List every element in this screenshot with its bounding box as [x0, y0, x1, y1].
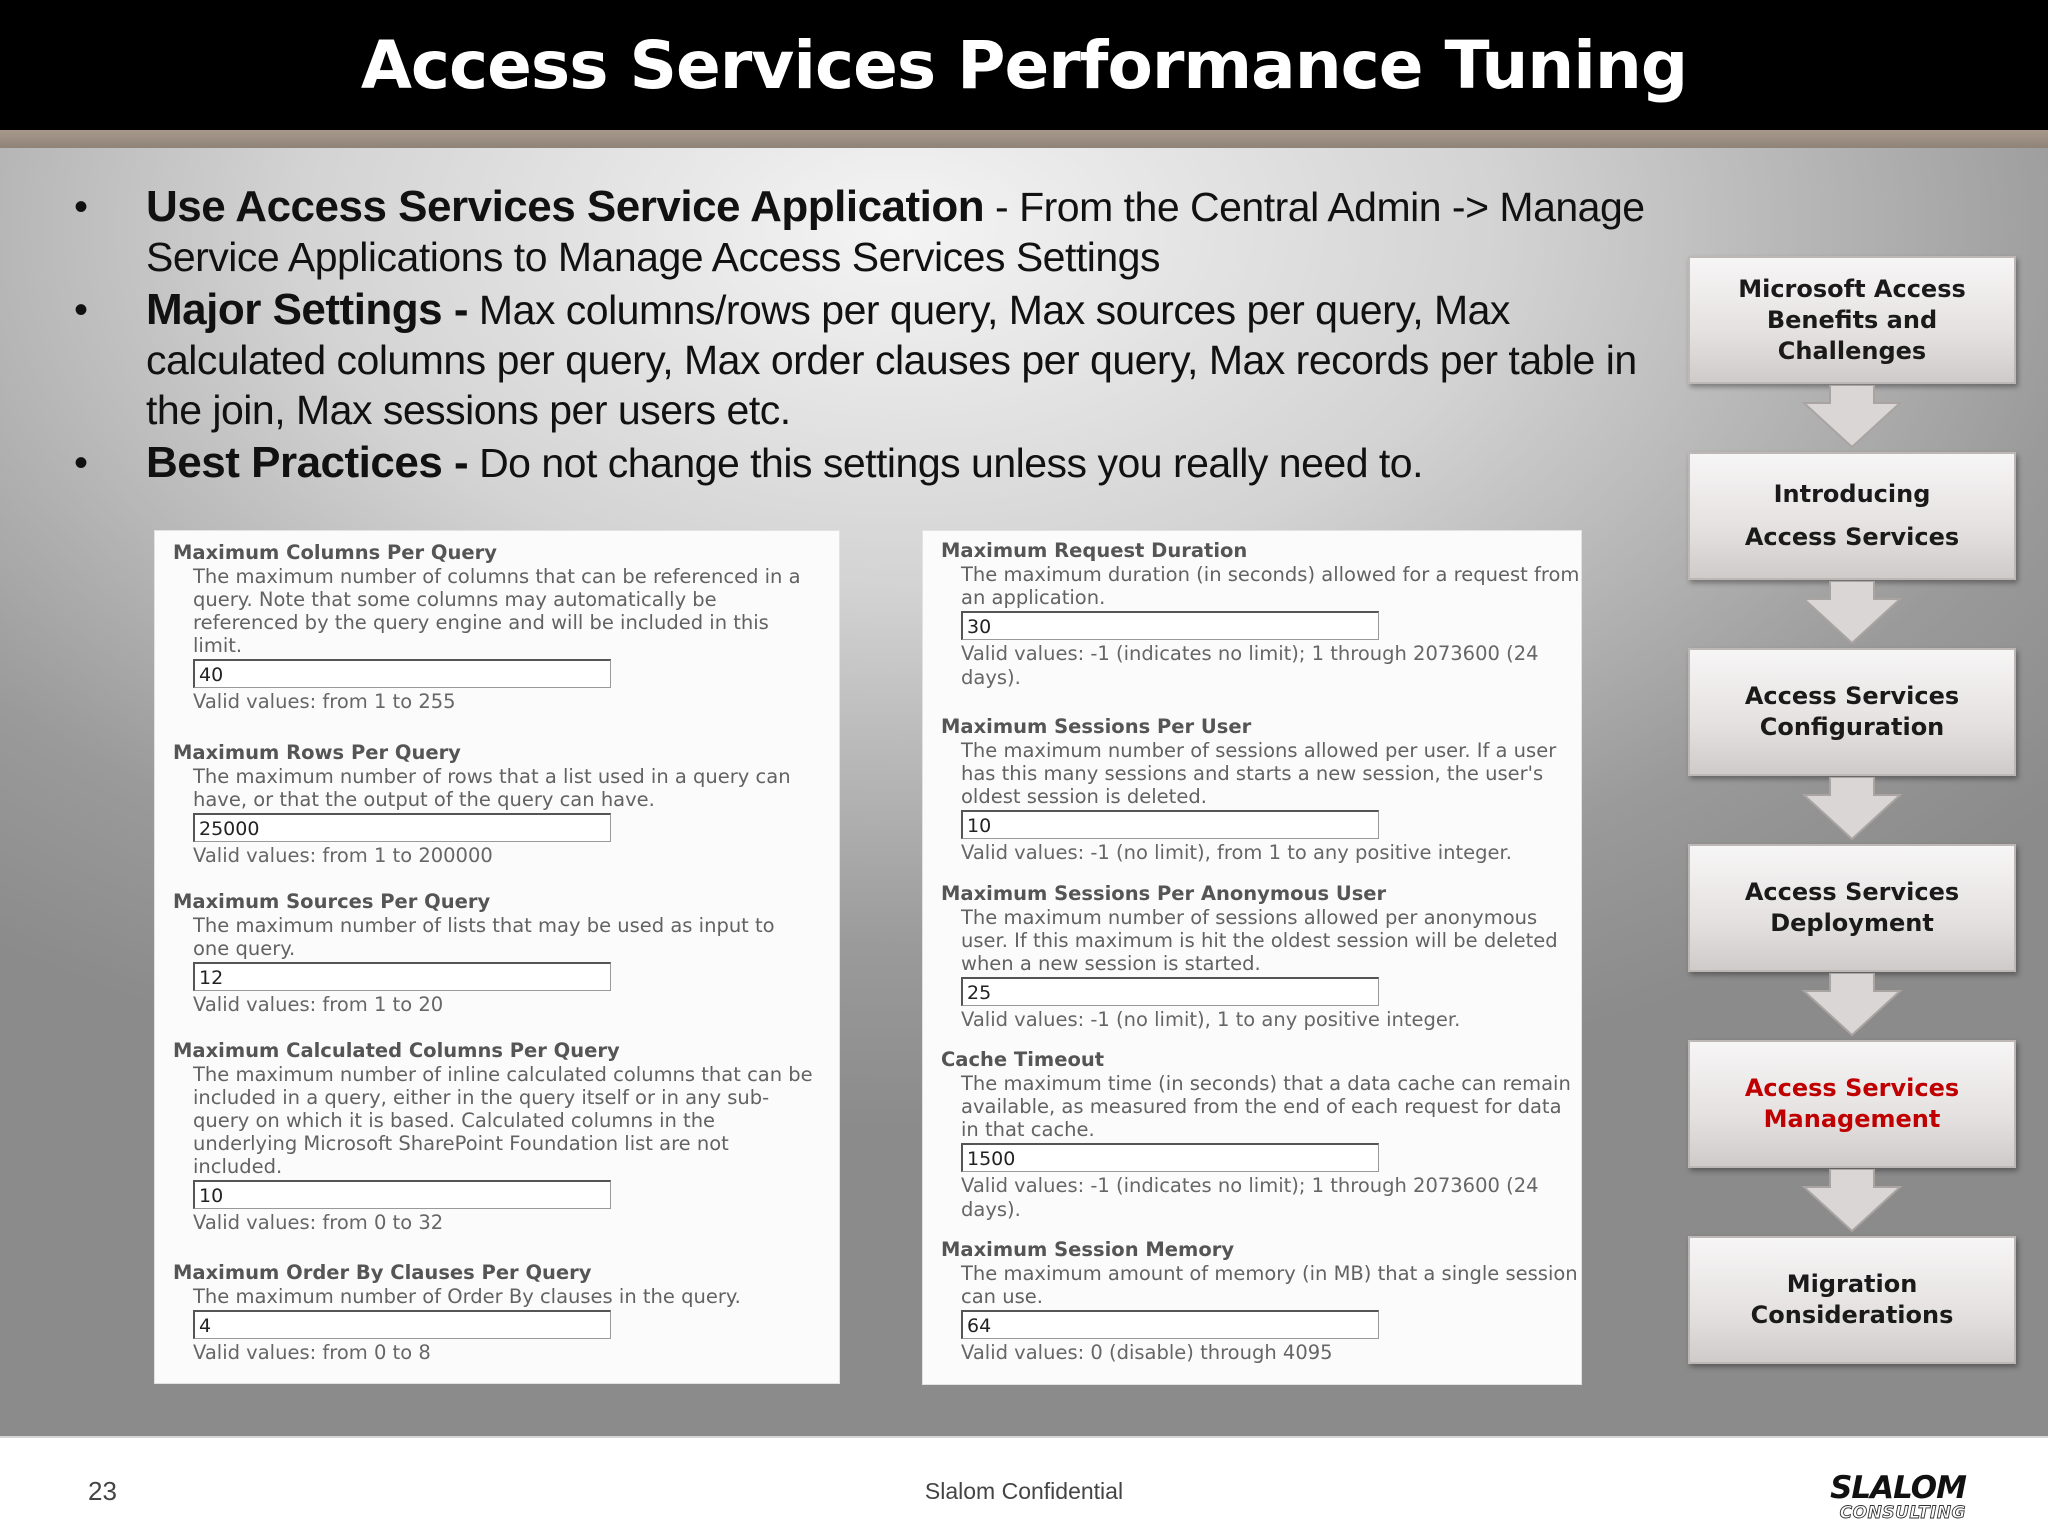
- bullet-item: [70, 285, 1650, 435]
- setting-max-rows: [173, 741, 813, 868]
- logo-text-bottom: CONSULTING: [1839, 1503, 1966, 1522]
- setting-max-request-duration: [941, 539, 1581, 690]
- max-sources-input[interactable]: 12: [193, 962, 611, 991]
- flow-arrow-icon: [1800, 777, 1904, 843]
- page-number: 23: [88, 1476, 117, 1506]
- flow-step-line1: Microsoft Access: [1738, 274, 1966, 303]
- settings-panel-left: [154, 530, 840, 1384]
- setting-description: The maximum number of rows that a list used in a query can have, or that the output of the query can have.: [193, 765, 791, 811]
- flow-step-line1: Migration: [1786, 1270, 1918, 1298]
- setting-name: Maximum Calculated Columns Per Query: [173, 1039, 620, 1062]
- setting-valid-values: Valid values: from 0 to 8: [193, 1341, 431, 1364]
- flow-step-management: [1688, 1040, 2016, 1168]
- setting-valid-values: Valid values: from 1 to 200000: [193, 844, 493, 867]
- setting-description: The maximum number of Order By clauses in the query.: [193, 1285, 741, 1308]
- cache-timeout-input[interactable]: 1500: [961, 1143, 1379, 1172]
- bullet-item: [70, 182, 1650, 282]
- setting-description: The maximum number of sessions allowed per anonymous user. If this maximum is hit the oldest session will be deleted when a new session is started.: [961, 906, 1558, 975]
- accent-line: [0, 130, 2048, 148]
- setting-description: The maximum number of sessions allowed per user. If a user has this many sessions and starts a new session, the user's oldest session is deleted.: [961, 739, 1557, 808]
- flow-step-line2: Access Services: [1744, 523, 1960, 551]
- setting-max-session-memory: [941, 1238, 1581, 1365]
- flow-step-line2: Management: [1763, 1105, 1941, 1133]
- setting-valid-values: Valid values: from 0 to 32: [193, 1211, 444, 1234]
- setting-valid-values: Valid values: -1 (indicates no limit); 1 through 2073600 (24 days).: [961, 642, 1539, 689]
- bullet-lead: Major Settings -: [146, 285, 469, 334]
- flow-step-configuration: [1688, 648, 2016, 776]
- setting-name: Maximum Session Memory: [941, 1238, 1235, 1261]
- bullet-lead: Use Access Services Service Application: [146, 182, 985, 231]
- setting-max-sessions-per-user: [941, 715, 1581, 865]
- setting-cache-timeout: [941, 1048, 1581, 1222]
- setting-description: The maximum number of lists that may be used as input to one query.: [193, 914, 775, 960]
- settings-panel-right: [922, 530, 1582, 1385]
- flow-arrow-icon: [1800, 581, 1904, 647]
- setting-name: Maximum Request Duration: [941, 539, 1248, 562]
- bullet-item: [70, 438, 1650, 488]
- setting-max-sessions-anonymous: [941, 882, 1581, 1032]
- flow-arrow-icon: [1800, 385, 1904, 451]
- setting-description: The maximum duration (in seconds) allowed for a request from an application.: [961, 563, 1580, 609]
- setting-valid-values: Valid values: 0 (disable) through 4095: [961, 1341, 1333, 1364]
- setting-name: Maximum Sessions Per User: [941, 715, 1252, 738]
- setting-description: The maximum amount of memory (in MB) that a single session can use.: [961, 1262, 1578, 1308]
- bullet-lead: Best Practices -: [146, 438, 469, 487]
- bullet-dot-icon: •: [74, 288, 88, 332]
- bullet-text: Do not change this settings unless you really need to.: [468, 440, 1423, 486]
- max-columns-input[interactable]: 40: [193, 659, 611, 688]
- flow-step-line2: Considerations: [1750, 1301, 1954, 1329]
- flow-step-introducing: [1688, 452, 2016, 580]
- confidential-label: Slalom Confidential: [924, 1478, 1124, 1504]
- bullet-text: Max columns/rows per query, Max sources per query, Max calculated columns per query, Max order clauses per query, Max records per table in the join, Max sessions per users etc.: [146, 287, 1637, 433]
- logo-text-top: SLALOM: [1830, 1470, 1966, 1506]
- max-order-by-input[interactable]: 4: [193, 1310, 611, 1339]
- flow-step-line1: Access Services: [1744, 878, 1960, 906]
- setting-valid-values: Valid values: -1 (no limit), from 1 to any positive integer.: [961, 841, 1512, 864]
- bullet-text: - From the Central Admin -> Manage Service Applications to Manage Access Services Settings: [146, 184, 1645, 280]
- flow-step-benefits: [1688, 256, 2016, 384]
- setting-description: The maximum number of columns that can be referenced in a query. Note that some columns may automatically be referenced by the query engine and will be included in this limit.: [193, 565, 801, 657]
- slide-title: Access Services Performance Tuning: [360, 26, 1688, 104]
- flow-arrow-icon: [1800, 973, 1904, 1039]
- setting-name: Cache Timeout: [941, 1048, 1105, 1071]
- setting-description: The maximum time (in seconds) that a data cache can remain available, as measured from the end of each request for data in that cache.: [961, 1072, 1571, 1141]
- setting-valid-values: Valid values: -1 (indicates no limit); 1 through 2073600 (24 days).: [961, 1174, 1539, 1221]
- footer: [0, 1436, 2048, 1538]
- max-sessions-per-user-input[interactable]: 10: [961, 810, 1379, 839]
- flow-step-migration: [1688, 1236, 2016, 1364]
- setting-max-columns: [173, 541, 813, 714]
- max-calculated-columns-input[interactable]: 10: [193, 1180, 611, 1209]
- flow-step-line2: Configuration: [1759, 713, 1945, 741]
- flow-step-line1: Introducing: [1773, 480, 1931, 508]
- flow-step-deployment: [1688, 844, 2016, 972]
- title-bar: [0, 0, 2048, 130]
- max-rows-input[interactable]: 25000: [193, 813, 611, 842]
- setting-max-calculated-columns: [173, 1039, 813, 1235]
- bullet-dot-icon: •: [74, 185, 88, 229]
- setting-name: Maximum Order By Clauses Per Query: [173, 1261, 592, 1284]
- setting-valid-values: Valid values: -1 (no limit), 1 to any positive integer.: [961, 1008, 1461, 1031]
- flow-step-line1: Access Services: [1744, 682, 1960, 710]
- setting-max-order-by: [173, 1261, 813, 1365]
- flow-step-line2: Deployment: [1770, 909, 1934, 937]
- setting-max-sources: [173, 890, 813, 1017]
- bullet-list: [70, 182, 1650, 491]
- flow-step-line2: Benefits and Challenges: [1766, 305, 1938, 365]
- max-request-duration-input[interactable]: 30: [961, 611, 1379, 640]
- max-sessions-anonymous-input[interactable]: 25: [961, 977, 1379, 1006]
- setting-description: The maximum number of inline calculated columns that can be included in a query, either in the query itself or in any sub-query on which it is based. Calculated columns in the underlying Microsoft SharePoint Foundation list are not included.: [193, 1063, 813, 1178]
- setting-name: Maximum Columns Per Query: [173, 541, 497, 564]
- setting-valid-values: Valid values: from 1 to 20: [193, 993, 444, 1016]
- setting-name: Maximum Rows Per Query: [173, 741, 461, 764]
- setting-valid-values: Valid values: from 1 to 255: [193, 690, 456, 713]
- setting-name: Maximum Sources Per Query: [173, 890, 491, 913]
- bullet-dot-icon: •: [74, 441, 88, 485]
- setting-name: Maximum Sessions Per Anonymous User: [941, 882, 1387, 905]
- max-session-memory-input[interactable]: 64: [961, 1310, 1379, 1339]
- flow-step-line1: Access Services: [1744, 1074, 1960, 1102]
- flow-arrow-icon: [1800, 1169, 1904, 1235]
- slalom-logo-icon: [1790, 1468, 1970, 1522]
